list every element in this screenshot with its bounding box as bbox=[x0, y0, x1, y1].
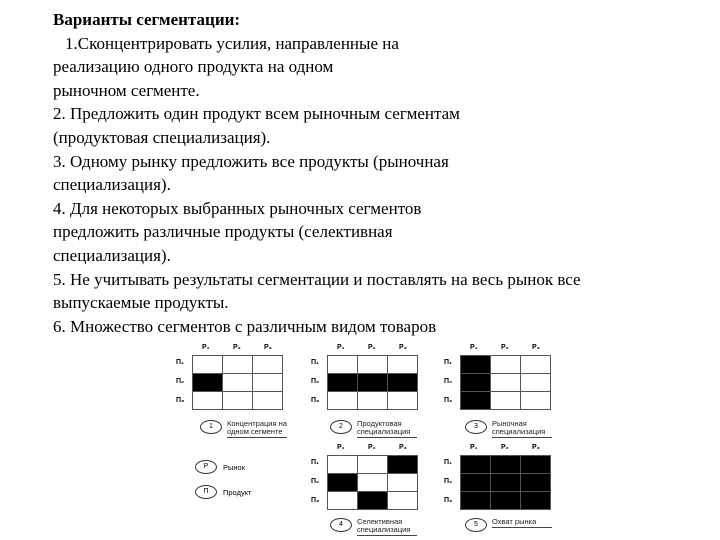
legend-item-market bbox=[195, 460, 245, 474]
matrix-cell-filled bbox=[388, 456, 418, 474]
diagram-caption bbox=[330, 518, 417, 536]
matrix-cell-filled bbox=[491, 456, 521, 474]
matrix-cell-filled bbox=[328, 374, 358, 392]
column-label: P₁ bbox=[470, 344, 478, 351]
diagram-caption bbox=[200, 420, 287, 438]
row-label: П₁ bbox=[311, 359, 319, 366]
matrix-cell-empty bbox=[223, 374, 253, 392]
caption-text: Продуктовая специализация bbox=[357, 420, 417, 438]
segmentation-matrix bbox=[327, 355, 418, 410]
matrix-cell-empty bbox=[328, 356, 358, 374]
matrix-cell-empty bbox=[328, 492, 358, 510]
caption-text: Рыночная специализация bbox=[492, 420, 552, 438]
diagram-number: 5 bbox=[465, 518, 487, 532]
text-line: 3. Одному рынку предложить все продукты (рыночная bbox=[53, 151, 449, 171]
matrix-cell-filled bbox=[461, 456, 491, 474]
matrix-cell-empty bbox=[491, 356, 521, 374]
row-label: П₂ bbox=[176, 378, 185, 385]
row-label: П₂ bbox=[311, 378, 320, 385]
matrix-cell-filled bbox=[461, 356, 491, 374]
text-line: (продуктовая специализация). bbox=[53, 127, 271, 147]
matrix-cell-filled bbox=[461, 374, 491, 392]
row-label: П₁ bbox=[444, 459, 452, 466]
row-label: П₃ bbox=[176, 397, 185, 404]
matrix-cell-empty bbox=[193, 392, 223, 410]
matrix-cell-empty bbox=[328, 392, 358, 410]
market-symbol: Р bbox=[195, 460, 217, 474]
column-label: P₁ bbox=[470, 444, 478, 451]
column-label: P₂ bbox=[368, 444, 376, 451]
row-label: П₁ bbox=[176, 359, 184, 366]
legend-label: Продукт bbox=[223, 487, 252, 497]
matrix-cell-filled bbox=[358, 492, 388, 510]
caption-text: Концентрация на одном сегменте bbox=[227, 419, 287, 436]
caption-text: Охват рынка bbox=[492, 518, 552, 528]
row-label: П₃ bbox=[444, 397, 453, 404]
matrix-cell-empty bbox=[358, 456, 388, 474]
row-label: П₂ bbox=[444, 478, 453, 485]
matrix-cell-filled bbox=[461, 474, 491, 492]
row-label: П₃ bbox=[311, 397, 320, 404]
matrix-cell-filled bbox=[328, 474, 358, 492]
column-label: P₁ bbox=[337, 444, 345, 451]
column-label: P₃ bbox=[532, 444, 540, 451]
text-line: специализация). bbox=[53, 245, 171, 265]
matrix-cell-filled bbox=[461, 492, 491, 510]
row-label: П₂ bbox=[444, 378, 453, 385]
diagram-number: 2 bbox=[330, 420, 352, 434]
segmentation-matrix bbox=[327, 455, 418, 510]
row-label: П₁ bbox=[444, 359, 452, 366]
column-label: P₂ bbox=[233, 344, 241, 351]
matrix-cell-empty bbox=[358, 356, 388, 374]
matrix-cell-filled bbox=[388, 374, 418, 392]
heading: Варианты сегментации: bbox=[53, 10, 241, 29]
text-line: 6. Множество сегментов с различным видом товаров bbox=[53, 316, 437, 336]
matrix-cell-empty bbox=[491, 392, 521, 410]
diagram-caption bbox=[465, 518, 552, 532]
matrix-cell-empty bbox=[358, 474, 388, 492]
text-line: реализацию одного продукта на одном bbox=[53, 57, 334, 77]
matrix-cell-empty bbox=[388, 492, 418, 510]
text-line: рыночном сегменте. bbox=[53, 80, 200, 100]
column-label: P₃ bbox=[399, 444, 407, 451]
text-line: 2. Предложить один продукт всем рыночным сегментам bbox=[53, 104, 460, 124]
text-line: 5. Не учитывать результаты сегментации и поставлять на весь рынок все bbox=[53, 269, 581, 289]
matrix-cell-empty bbox=[521, 392, 551, 410]
matrix-cell-empty bbox=[193, 356, 223, 374]
matrix-cell-empty bbox=[388, 474, 418, 492]
column-label: P₃ bbox=[264, 344, 272, 351]
caption-text: Селективная специализация bbox=[357, 518, 417, 536]
column-label: P₂ bbox=[501, 344, 509, 351]
matrix-cell-empty bbox=[253, 374, 283, 392]
matrix-cell-empty bbox=[253, 356, 283, 374]
segmentation-matrix bbox=[192, 355, 283, 410]
row-label: П₃ bbox=[444, 497, 453, 504]
product-symbol: П bbox=[195, 485, 217, 499]
text-line: специализация). bbox=[53, 175, 171, 195]
matrix-cell-empty bbox=[388, 392, 418, 410]
column-label: P₁ bbox=[337, 344, 345, 351]
matrix-cell-empty bbox=[223, 392, 253, 410]
matrix-cell-filled bbox=[491, 474, 521, 492]
matrix-cell-filled bbox=[461, 392, 491, 410]
text-line: предложить различные продукты (селективная bbox=[53, 222, 393, 242]
legend-item-product bbox=[195, 485, 252, 499]
matrix-cell-filled bbox=[521, 492, 551, 510]
diagram-number: 3 bbox=[465, 420, 487, 434]
text-line: 1.Сконцентрировать усилия, направленные на bbox=[65, 33, 399, 53]
matrix-cell-filled bbox=[193, 374, 223, 392]
text-line: 4. Для некоторых выбранных рыночных сегментов bbox=[53, 198, 422, 218]
matrix-cell-filled bbox=[521, 474, 551, 492]
matrix-cell-empty bbox=[253, 392, 283, 410]
matrix-cell-filled bbox=[491, 492, 521, 510]
diagram-caption bbox=[465, 420, 552, 438]
row-label: П₃ bbox=[311, 497, 320, 504]
segmentation-matrix bbox=[460, 455, 551, 510]
row-label: П₂ bbox=[311, 478, 320, 485]
diagram-number: 4 bbox=[330, 518, 352, 532]
diagram-caption bbox=[330, 420, 417, 438]
matrix-cell-empty bbox=[491, 374, 521, 392]
row-label: П₁ bbox=[311, 459, 319, 466]
matrix-cell-empty bbox=[223, 356, 253, 374]
column-label: P₃ bbox=[532, 344, 540, 351]
segmentation-matrix bbox=[460, 355, 551, 410]
matrix-cell-filled bbox=[358, 374, 388, 392]
text-block bbox=[53, 8, 693, 338]
column-label: P₁ bbox=[202, 344, 210, 351]
column-label: P₂ bbox=[368, 344, 376, 351]
column-label: P₃ bbox=[399, 344, 407, 351]
legend-label: Рынок bbox=[223, 462, 245, 472]
column-label: P₂ bbox=[501, 444, 509, 451]
matrix-cell-empty bbox=[521, 374, 551, 392]
text-line: выпускаемые продукты. bbox=[53, 293, 229, 313]
matrix-cell-empty bbox=[328, 456, 358, 474]
matrix-cell-filled bbox=[521, 456, 551, 474]
matrix-cell-empty bbox=[388, 356, 418, 374]
matrix-cell-empty bbox=[521, 356, 551, 374]
matrix-cell-empty bbox=[358, 392, 388, 410]
diagram-number: 1 bbox=[200, 420, 222, 434]
